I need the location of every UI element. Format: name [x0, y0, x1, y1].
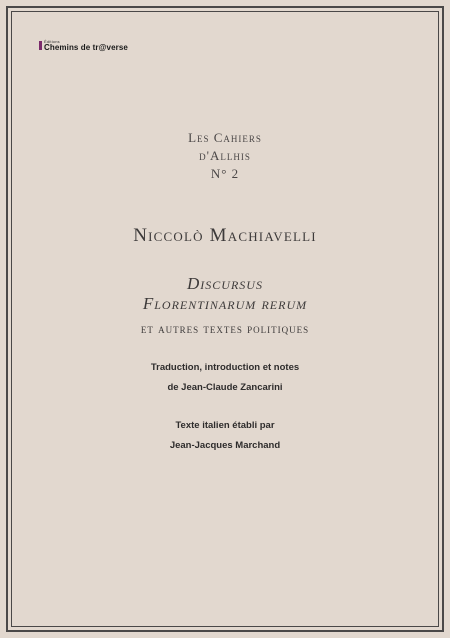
- text-credit-line1: Texte italien établi par: [175, 420, 275, 431]
- translation-credit-line1: Traduction, introduction et notes: [150, 362, 300, 373]
- translation-credit-line2: de Jean-Claude Zancarini: [167, 382, 283, 393]
- work-title-line1: Discursus: [187, 274, 263, 293]
- inner-border: [11, 11, 439, 627]
- publisher-name: Chemins de tr@verse: [44, 43, 128, 52]
- publisher-logo: [39, 40, 128, 52]
- text-credit-line2: Jean-Jacques Marchand: [169, 440, 281, 451]
- work-title-line2: Florentinarum rerum: [142, 294, 308, 313]
- series-title-line1: Les Cahiers: [188, 130, 262, 145]
- series-title-line2: d'Allhis: [199, 148, 251, 163]
- work-subtitle: et autres textes politiques: [140, 321, 310, 336]
- series-number: N° 2: [210, 166, 240, 181]
- publisher-prefix: Éditions: [44, 39, 60, 44]
- logo-mark-icon: [39, 41, 42, 50]
- author-name: Niccolò Machiavelli: [133, 225, 317, 246]
